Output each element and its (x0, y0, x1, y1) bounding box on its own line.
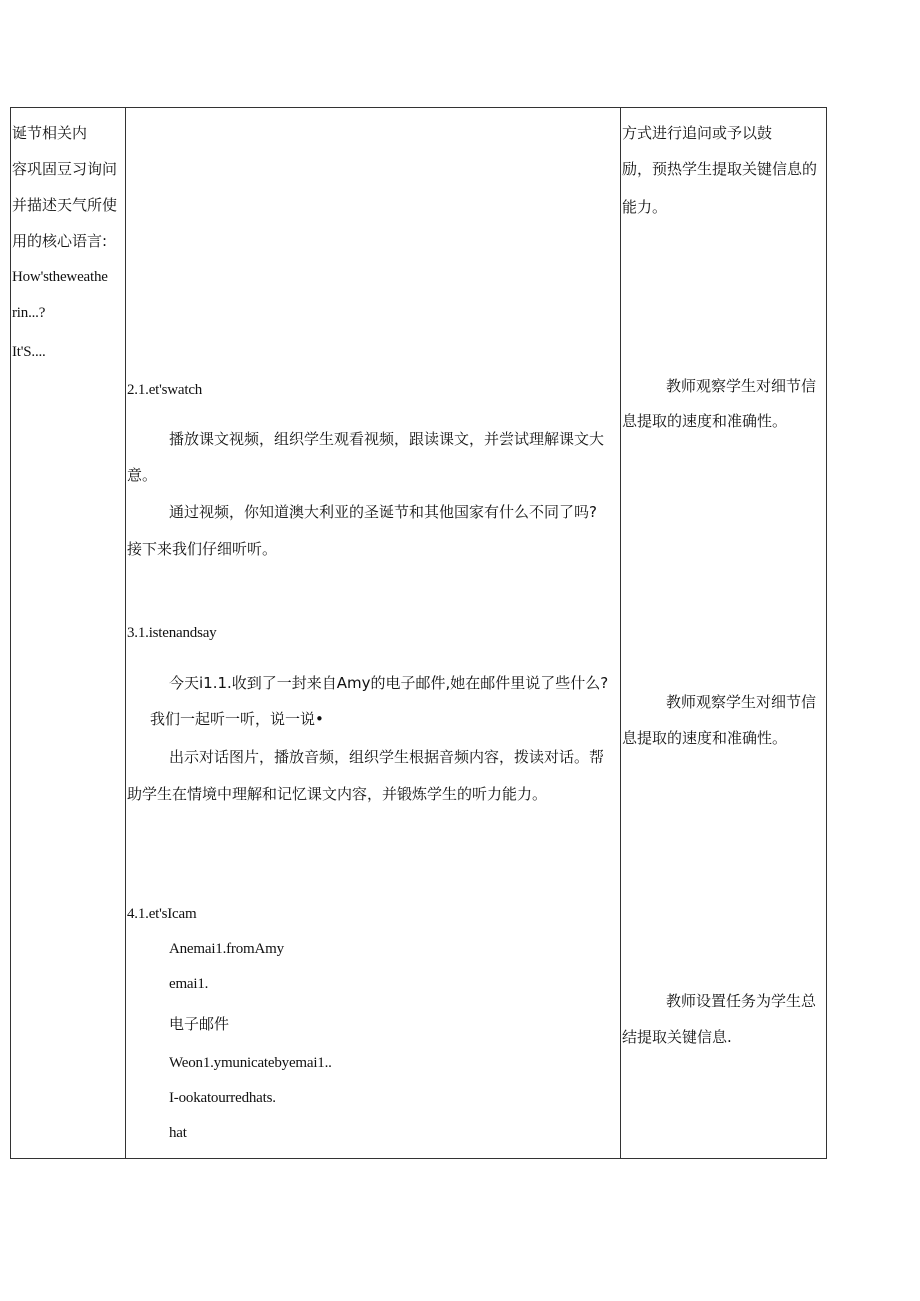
section-3-para-2-line-1: 出示对话图片，播放音频，组织学生根据音频内容，拨读对话。帮 (169, 748, 605, 766)
right-note-4-line-2: 结提取关键信息. (622, 1028, 732, 1046)
section-3-para-2-line-2: 助学生在情境中理解和记忆课文内容，并锻炼学生的听力能力。 (127, 785, 548, 803)
right-note-1-line-2: 励，预热学生提取关键信息的 (622, 160, 818, 178)
section-4-item: 电子邮件 (169, 1015, 230, 1033)
right-note-1-line-1: 方式进行追问或予以鼓 (622, 124, 773, 142)
right-note-2-line-2: 息提取的速度和准确性。 (622, 412, 788, 430)
right-note-3-line-2: 息提取的速度和准确性。 (622, 729, 788, 747)
left-line-5: How'stheweathe (12, 269, 108, 285)
section-4-title: 4.1.et'sIcam (127, 906, 197, 922)
column-divider-1 (125, 108, 126, 1158)
right-note-3-line-1: 教师观察学生对细节信 (666, 693, 817, 711)
left-line-2: 容巩固豆习询问 (12, 160, 118, 178)
section-2-para-1-line-2: 意。 (127, 466, 158, 484)
right-note-1-line-3: 能力。 (622, 198, 668, 216)
right-note-2-line-1: 教师观察学生对细节信 (666, 377, 817, 395)
section-2-para-2-line-1: 通过视频，你知道澳大利亚的圣诞节和其他国家有什么不同了吗? (169, 503, 597, 521)
section-3-title: 3.1.istenandsay (127, 625, 217, 641)
left-line-4: 用的核心语言: (12, 232, 108, 250)
left-line-1: 诞节相关内 (12, 124, 88, 142)
section-4-item: I-ookatourredhats. (169, 1090, 276, 1106)
left-line-6: rin...? (12, 305, 46, 321)
left-line-7: It'S.... (12, 344, 46, 360)
section-4-item: Anemai1.fromAmy (169, 941, 284, 957)
section-3-para-1-line-2: 我们一起听一听，说一说• (150, 710, 324, 728)
left-line-3: 并描述天气所使 (12, 196, 118, 214)
section-2-para-1-line-1: 播放课文视频，组织学生观看视频，跟读课文，并尝试理解课文大 (169, 430, 605, 448)
section-3-para-1-line-1: 今天i1.1.收到了一封来自Amy的电子邮件,她在邮件里说了些什么? (169, 674, 609, 692)
section-4-item: hat (169, 1125, 187, 1141)
section-2-para-2-line-2: 接下来我们仔细听听。 (127, 540, 278, 558)
right-note-4-line-1: 教师设置任务为学生总 (666, 992, 817, 1010)
section-4-item: emai1. (169, 976, 209, 992)
section-4-item: Weon1.ymunicatebyemai1.. (169, 1055, 332, 1071)
column-divider-2 (620, 108, 621, 1158)
section-2-title: 2.1.et'swatch (127, 382, 203, 398)
